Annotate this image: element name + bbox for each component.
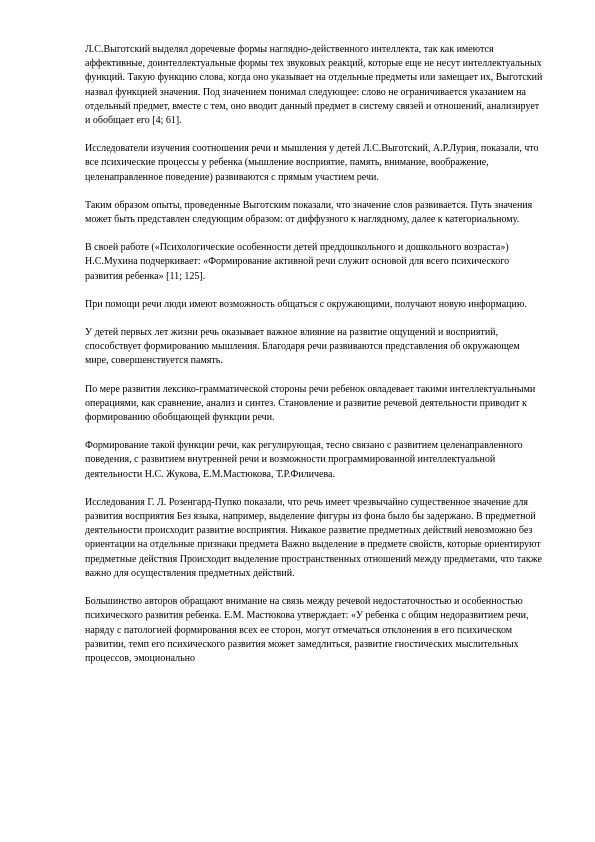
- paragraph-10: Большинство авторов обращают внимание на связь между речевой недостаточностью и особенностью психического развития ребенка. Е.М. Мастюкова утверждает: «У ребенка с общим недоразвитием речи, наряду с патологией формирования всех ее сторон, могут отмечаться отклонения в его психическом развитии, темп его психического развития может замедлиться, развитие гностических мыслительных процессов, эмоционально: [85, 596, 529, 664]
- paragraph-9: Исследования Г. Л. Розенгард-Пупко показали, что речь имеет чрезвычайно существенное значение для развития восприятия Без языка, например, выделение фигуры из фона было бы задержано. В предметной деятельности происходит развитие восприятия. Никакое развитие предметных действий невозможно без ориентации на отдельные признаки предмета Важно выделение в предмете свойств, которые ориентируют предметные действия Происходит выделение пространственных отношений между предметами, что также важно для осуществления предметных действий.: [85, 496, 542, 579]
- document-body: [85, 43, 545, 680]
- paragraph-5: При помощи речи люди имеют возможность общаться с окружающими, получают новую информацию.: [85, 298, 527, 310]
- paragraph-7: По мере развития лексико-грамматической стороны речи ребенок овладевает такими интеллектуальными операциями, как сравнение, анализ и синтез. Становление и развитие речевой деятельности приводит к формированию обобщающей функции речи.: [85, 383, 536, 424]
- paragraph-1: Л.С.Выготский выделял доречевые формы наглядно-действенного интеллекта, так как имеются аффективные, доинтеллектуальные формы тех звуковых реакций, которые еще не несут интеллектуальных функций. Такую функцию слова, когда оно указывает на отдельные предметы или замещает их, Выготский назвал функцией значения. Под значением понимал следующее: слово не ограничивается указанием на отдельный предмет, вместе с тем, оно вводит данный предмет в систему связей и отношений, анализирует и обобщает его [4; 61].: [85, 44, 543, 127]
- paragraph-2: Исследователи изучения соотношения речи и мышления у детей Л.С.Выготский, А.Р.Лурия, показали, что все психические процессы у ребенка (мышление восприятие, память, внимание, воображение, целенаправленное поведение) развиваются с прямым участием речи.: [85, 143, 539, 183]
- paragraph-8: Формирование такой функции речи, как регулирующая, тесно связано с развитием целенаправленного поведения, с развитием внутренней речи и возможности программированной интеллектуальной деятельности Н.С. Жукова, Е.М.Мастюкова, Т.Р.Филичева.: [85, 440, 523, 480]
- paragraph-6: У детей первых лет жизни речь оказывает важное влияние на развитие ощущений и восприятий, способствует формированию мышления. Благодаря речи развиваются представления об окружающем мире, совершенствуется память.: [85, 327, 520, 367]
- paragraph-3: Таким образом опыты, проведенные Выготским показали, что значение слов развивается. Путь значения может быть представлен следующим образом: от диффузного к наглядному, далее к категориальному.: [85, 199, 533, 226]
- paragraph-4: В своей работе («Психологические особенности детей преддошкольного и дошкольного возраста») Н.С.Мухина подчеркивает: «Формирование активной речи служит основой для всего психического развития ребенка» [11; 125].: [85, 242, 510, 282]
